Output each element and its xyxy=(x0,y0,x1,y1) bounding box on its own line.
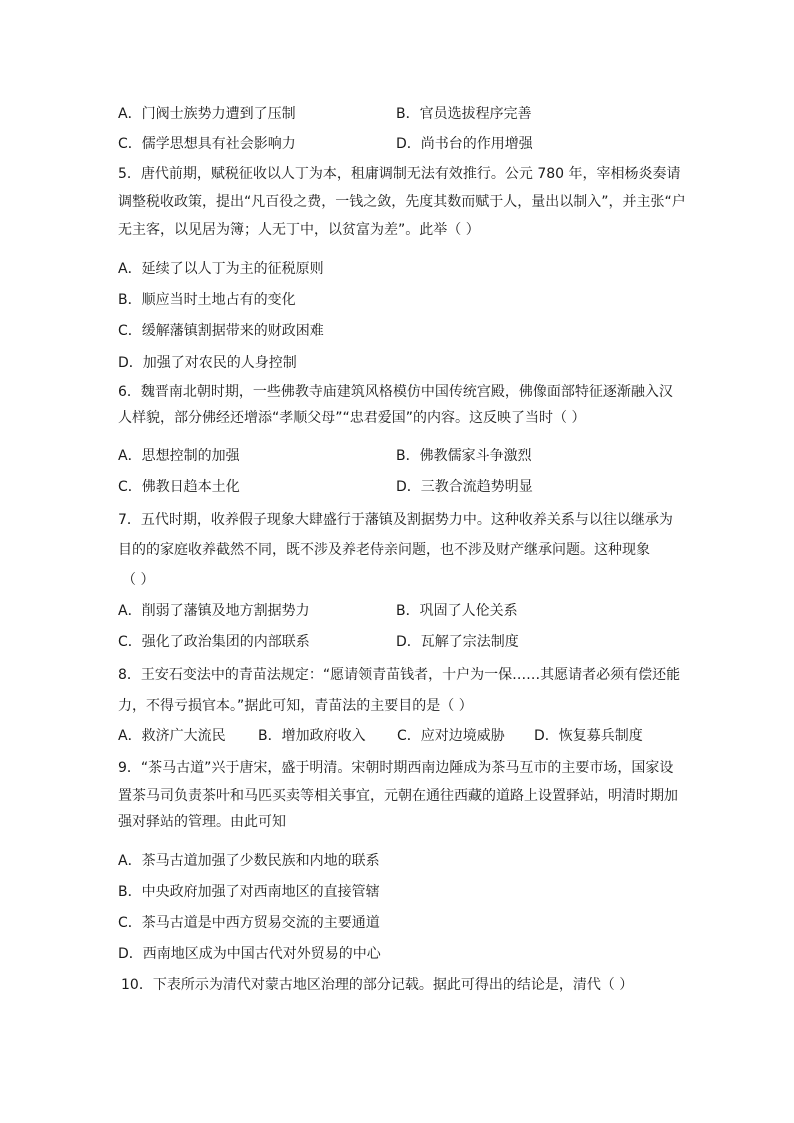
q9-stem-line-3: 强对驿站的管理。由此可知 xyxy=(118,814,286,830)
q9-stem-line-1: 9．“茶马古道”兴于唐宋，盛于明清。宋朝时期西南边陲成为茶马互市的主要市场，国家设 xyxy=(118,760,674,776)
q9-stem-line-2: 置茶马司负责茶叶和马匹买卖等相关事宜，元朝在通往西藏的道路上设置驿站，明清时期加 xyxy=(118,788,678,804)
q8-option-a: A．救济广大流民 xyxy=(118,728,226,744)
q8-stem-line-2: 力，不得亏损官本。”据此可知，青苗法的主要目的是（ ） xyxy=(118,698,473,714)
q5-option-d: D．加强了对农民的人身控制 xyxy=(118,355,297,371)
q4-option-b: B．官员选拔程序完善 xyxy=(396,106,532,122)
q6-option-b: B．佛教儒家斗争激烈 xyxy=(396,448,532,464)
q9-option-c: C．茶马古道是中西方贸易交流的主要通道 xyxy=(118,915,380,931)
q6-option-d: D．三教合流趋势明显 xyxy=(396,479,533,495)
q6-option-c: C．佛教日趋本土化 xyxy=(118,479,240,495)
q7-option-a: A．削弱了藩镇及地方割据势力 xyxy=(118,603,310,619)
q6-stem-line-1: 6．魏晋南北朝时期，一些佛教寺庙建筑风格模仿中国传统宫殿，佛像面部特征逐渐融入汉 xyxy=(118,384,673,400)
q8-option-b: B．增加政府收入 xyxy=(258,728,366,744)
q8-option-d: D．恢复募兵制度 xyxy=(534,728,643,744)
q4-option-c: C．儒学思想具有社会影响力 xyxy=(118,136,296,152)
q4-option-a: A．门阀士族势力遭到了压制 xyxy=(118,106,296,122)
q7-stem-line-2: 目的的家庭收养截然不同，既不涉及养老侍亲问题，也不涉及财产继承问题。这种现象 xyxy=(118,542,650,558)
q5-option-a: A．延续了以人丁为主的征税原则 xyxy=(118,261,324,277)
q10-stem-line-1: 10．下表所示为清代对蒙古地区治理的部分记载。据此可得出的结论是，清代（ ） xyxy=(121,977,634,993)
q5-option-c: C．缓解藩镇割据带来的财政困难 xyxy=(118,323,324,339)
q8-option-c: C．应对边境威胁 xyxy=(397,728,505,744)
q5-stem-line-2: 调整税收政策，提出“凡百役之费，一钱之敛，先度其数而赋于人，量出以制入”，并主张“户 xyxy=(118,194,686,210)
q7-option-b: B．巩固了人伦关系 xyxy=(396,603,518,619)
q5-stem-line-1: 5．唐代前期，赋税征收以人丁为本，租庸调制无法有效推行。公元 780 年，宰相杨炎奏请 xyxy=(118,166,681,182)
q4-option-d: D．尚书台的作用增强 xyxy=(396,136,533,152)
q7-option-d: D．瓦解了宗法制度 xyxy=(396,634,519,650)
q7-option-c: C．强化了政治集团的内部联系 xyxy=(118,634,310,650)
q5-option-b: B．顺应当时土地占有的变化 xyxy=(118,292,296,308)
q9-option-d: D．西南地区成为中国古代对外贸易的中心 xyxy=(118,946,381,962)
q7-stem-line-1: 7．五代时期，收养假子现象大肆盛行于藩镇及割据势力中。这种收养关系与以往以继承为 xyxy=(118,512,673,528)
q9-option-a: A．茶马古道加强了少数民族和内地的联系 xyxy=(118,853,380,869)
q6-stem-line-2: 人样貌，部分佛经还增添“孝顺父母”“忠君爱国”的内容。这反映了当时（ ） xyxy=(118,410,586,426)
q7-stem-line-3: （ ） xyxy=(122,572,155,588)
q8-stem-line-1: 8．王安石变法中的青苗法规定：“愿请领青苗钱者，十户为一保……其愿请者必须有偿还能 xyxy=(118,667,681,683)
q9-option-b: B．中央政府加强了对西南地区的直接管辖 xyxy=(118,884,380,900)
q6-option-a: A．思想控制的加强 xyxy=(118,448,240,464)
q5-stem-line-3: 无主客，以见居为簿；人无丁中，以贫富为差”。此举（ ） xyxy=(118,222,480,238)
